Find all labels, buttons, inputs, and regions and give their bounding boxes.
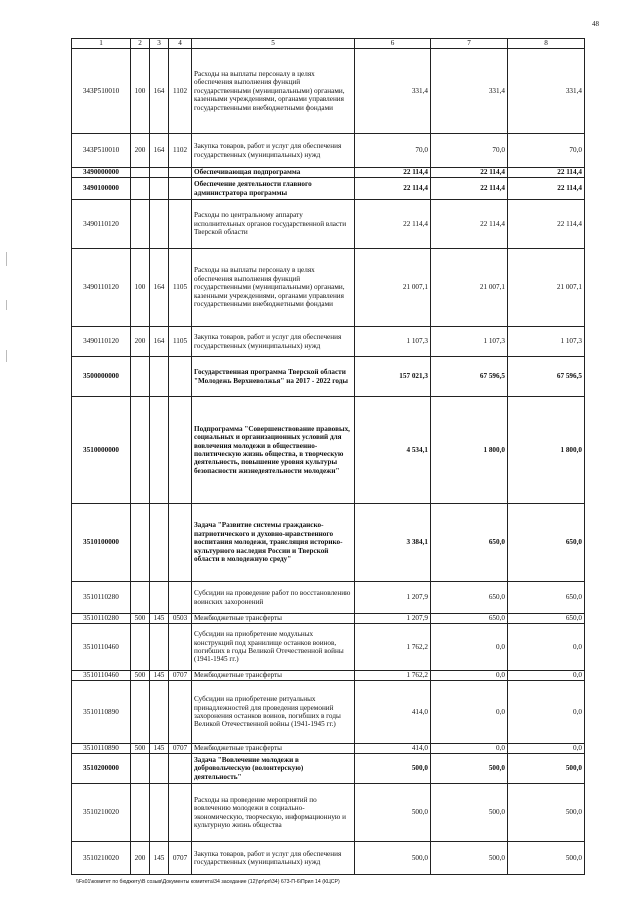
row-value-8: 22 114,4 <box>508 178 585 200</box>
row-col3 <box>150 582 169 614</box>
row-value-6: 1 762,2 <box>355 624 431 671</box>
table-row <box>72 681 585 744</box>
row-col3: 164 <box>150 327 169 357</box>
row-value-8: 0,0 <box>508 681 585 744</box>
row-col2: 200 <box>131 842 150 875</box>
row-code: 3510110460 <box>72 624 131 671</box>
row-value-8: 67 596,5 <box>508 357 585 397</box>
row-name: Межбюджетные трансферты <box>192 614 355 624</box>
row-name: Расходы на проведение мероприятий по вовлечению молодежи в социально-экономическую, творческую, информационную и культурную жизнь общества <box>192 784 355 842</box>
row-code: 3500000000 <box>72 357 131 397</box>
row-value-6: 414,0 <box>355 681 431 744</box>
row-col4 <box>169 200 192 249</box>
table-row <box>72 504 585 582</box>
row-code: 3510000000 <box>72 397 131 504</box>
row-col3 <box>150 200 169 249</box>
row-col4: 1102 <box>169 49 192 134</box>
page-number: 48 <box>592 20 599 28</box>
column-header: 2 <box>131 39 150 49</box>
row-code: 3490110120 <box>72 327 131 357</box>
row-name: Расходы на выплаты персоналу в целях обеспечения выполнения функций государственными (муниципальными) органами, казенными учреждениями, органами управления государственными внебюджетными фондами <box>192 249 355 327</box>
row-value-7: 331,4 <box>431 49 508 134</box>
row-value-8: 0,0 <box>508 624 585 671</box>
row-value-6: 414,0 <box>355 744 431 754</box>
row-value-8: 0,0 <box>508 671 585 681</box>
row-value-8: 0,0 <box>508 744 585 754</box>
row-col2: 200 <box>131 327 150 357</box>
row-code: 3490110120 <box>72 200 131 249</box>
row-name: Расходы по центральному аппарату исполнительных органов государственной власти Тверской области <box>192 200 355 249</box>
table-row <box>72 357 585 397</box>
row-value-8: 500,0 <box>508 842 585 875</box>
row-value-8: 22 114,4 <box>508 200 585 249</box>
row-name: Подпрограмма "Совершенствование правовых, социальных и организационных условий для вовлечения молодежи в общественно-политическую жизнь общества, в творческую деятельность, повышение уровня культуры безопасности жизнедеятельности молодежи" <box>192 397 355 504</box>
row-col3 <box>150 624 169 671</box>
row-value-7: 500,0 <box>431 784 508 842</box>
row-col2 <box>131 681 150 744</box>
row-value-7: 0,0 <box>431 624 508 671</box>
row-col2: 500 <box>131 671 150 681</box>
row-value-8: 1 800,0 <box>508 397 585 504</box>
row-value-7: 1 800,0 <box>431 397 508 504</box>
row-col4: 0707 <box>169 842 192 875</box>
row-value-6: 4 534,1 <box>355 397 431 504</box>
row-name: Обеспечение деятельности главного администратора программы <box>192 178 355 200</box>
row-col3 <box>150 168 169 178</box>
row-value-6: 70,0 <box>355 134 431 168</box>
row-col3 <box>150 681 169 744</box>
row-value-8: 331,4 <box>508 49 585 134</box>
column-header: 8 <box>508 39 585 49</box>
budget-table <box>71 38 585 875</box>
row-name: Субсидии на приобретение ритуальных принадлежностей для проведения церемоний захоронения останков воинов, погибших в годы Великой Отечественной войны (1941-1945 гг.) <box>192 681 355 744</box>
column-header: 6 <box>355 39 431 49</box>
row-col2: 500 <box>131 744 150 754</box>
row-col4: 1102 <box>169 134 192 168</box>
row-name: Задача "Развитие системы гражданско-патриотического и духовно-нравственного воспитания молодежи, трансляция историко-культурного наследия России и Тверской области в молодежную среду" <box>192 504 355 582</box>
row-value-8: 500,0 <box>508 784 585 842</box>
row-col3: 145 <box>150 842 169 875</box>
row-name: Закупка товаров, работ и услуг для обеспечения государственных (муниципальных) нужд <box>192 327 355 357</box>
row-code: 3490100000 <box>72 178 131 200</box>
row-col2 <box>131 624 150 671</box>
row-col2: 100 <box>131 249 150 327</box>
row-col3: 164 <box>150 249 169 327</box>
column-header: 1 <box>72 39 131 49</box>
row-name: Задача "Вовлечение молодежи в добровольческую (волонтерскую) деятельность" <box>192 754 355 784</box>
column-header: 7 <box>431 39 508 49</box>
table-row <box>72 200 585 249</box>
row-value-6: 22 114,4 <box>355 178 431 200</box>
row-value-6: 157 021,3 <box>355 357 431 397</box>
row-col4 <box>169 582 192 614</box>
row-code: 3510110890 <box>72 681 131 744</box>
row-value-7: 500,0 <box>431 842 508 875</box>
row-name: Закупка товаров, работ и услуг для обеспечения государственных (муниципальных) нужд <box>192 134 355 168</box>
table-row <box>72 582 585 614</box>
column-header: 4 <box>169 39 192 49</box>
row-col4: 1105 <box>169 249 192 327</box>
row-col3: 164 <box>150 49 169 134</box>
row-value-7: 0,0 <box>431 681 508 744</box>
table-row <box>72 842 585 875</box>
row-value-8: 21 007,1 <box>508 249 585 327</box>
row-col4: 0707 <box>169 744 192 754</box>
row-value-7: 650,0 <box>431 614 508 624</box>
margin-mark <box>6 300 7 310</box>
row-value-7: 0,0 <box>431 671 508 681</box>
row-col3 <box>150 504 169 582</box>
row-col4 <box>169 784 192 842</box>
row-value-6: 3 384,1 <box>355 504 431 582</box>
row-col4 <box>169 168 192 178</box>
row-code: 3510110280 <box>72 582 131 614</box>
footer-file-path: \\Fs01\комитет по бюджету\В созыв\Документы комитета\34 заседание (12)\pr\pri\34) 673-П-6\Прил 14 (КЦСР) <box>76 879 340 885</box>
row-value-7: 22 114,4 <box>431 178 508 200</box>
row-code: 3490000000 <box>72 168 131 178</box>
row-code: 3510210020 <box>72 842 131 875</box>
row-col2: 500 <box>131 614 150 624</box>
row-code: 3490110120 <box>72 249 131 327</box>
row-col3 <box>150 397 169 504</box>
row-value-6: 1 207,9 <box>355 582 431 614</box>
column-header: 3 <box>150 39 169 49</box>
row-col3: 164 <box>150 134 169 168</box>
row-name: Государственная программа Тверской области "Молодежь Верхневолжья" на 2017 - 2022 годы <box>192 357 355 397</box>
row-col4 <box>169 504 192 582</box>
row-col3: 145 <box>150 614 169 624</box>
row-col2 <box>131 178 150 200</box>
row-value-7: 650,0 <box>431 582 508 614</box>
row-code: 3510210020 <box>72 784 131 842</box>
row-col4 <box>169 178 192 200</box>
row-col3: 145 <box>150 744 169 754</box>
row-col2 <box>131 784 150 842</box>
row-col2 <box>131 168 150 178</box>
row-value-6: 331,4 <box>355 49 431 134</box>
table-row <box>72 614 585 624</box>
row-value-8: 22 114,4 <box>508 168 585 178</box>
row-code: 3510110890 <box>72 744 131 754</box>
row-value-6: 500,0 <box>355 784 431 842</box>
row-col4 <box>169 754 192 784</box>
row-value-8: 500,0 <box>508 754 585 784</box>
row-value-7: 67 596,5 <box>431 357 508 397</box>
table-row <box>72 327 585 357</box>
row-value-6: 1 762,2 <box>355 671 431 681</box>
table-row <box>72 754 585 784</box>
table-row <box>72 249 585 327</box>
row-value-7: 0,0 <box>431 744 508 754</box>
row-col2 <box>131 504 150 582</box>
row-value-6: 21 007,1 <box>355 249 431 327</box>
row-value-7: 22 114,4 <box>431 200 508 249</box>
table-row <box>72 744 585 754</box>
row-col4: 0503 <box>169 614 192 624</box>
row-col4 <box>169 624 192 671</box>
row-name: Закупка товаров, работ и услуг для обеспечения государственных (муниципальных) нужд <box>192 842 355 875</box>
row-value-7: 1 107,3 <box>431 327 508 357</box>
row-code: 3510110280 <box>72 614 131 624</box>
table-header-row <box>72 39 585 49</box>
row-value-8: 650,0 <box>508 504 585 582</box>
row-col3 <box>150 178 169 200</box>
row-value-8: 650,0 <box>508 614 585 624</box>
row-value-7: 650,0 <box>431 504 508 582</box>
table-row <box>72 624 585 671</box>
row-col3: 145 <box>150 671 169 681</box>
row-name: Межбюджетные трансферты <box>192 671 355 681</box>
table-row <box>72 178 585 200</box>
row-name: Обеспечивающая подпрограмма <box>192 168 355 178</box>
row-value-6: 500,0 <box>355 842 431 875</box>
row-name: Субсидии на приобретение модульных конструкций под хранилище останков воинов, погибших в годы Великой Отечественной войны (1941-1945 гг.) <box>192 624 355 671</box>
row-col3 <box>150 784 169 842</box>
row-col3 <box>150 357 169 397</box>
table-row <box>72 134 585 168</box>
row-col2 <box>131 582 150 614</box>
table-row <box>72 784 585 842</box>
row-code: 343Р510010 <box>72 49 131 134</box>
row-col2 <box>131 397 150 504</box>
row-col4 <box>169 681 192 744</box>
row-col2: 100 <box>131 49 150 134</box>
row-value-8: 70,0 <box>508 134 585 168</box>
row-col4 <box>169 397 192 504</box>
row-col4 <box>169 357 192 397</box>
margin-mark <box>6 252 7 266</box>
row-value-6: 22 114,4 <box>355 200 431 249</box>
row-col4: 0707 <box>169 671 192 681</box>
row-value-8: 650,0 <box>508 582 585 614</box>
row-value-6: 1 107,3 <box>355 327 431 357</box>
row-col4: 1105 <box>169 327 192 357</box>
row-name: Межбюджетные трансферты <box>192 744 355 754</box>
row-value-7: 70,0 <box>431 134 508 168</box>
row-value-7: 21 007,1 <box>431 249 508 327</box>
row-value-7: 22 114,4 <box>431 168 508 178</box>
table-row <box>72 168 585 178</box>
table-row <box>72 49 585 134</box>
row-col2 <box>131 357 150 397</box>
margin-mark <box>6 350 7 362</box>
row-value-6: 22 114,4 <box>355 168 431 178</box>
row-code: 3510100000 <box>72 504 131 582</box>
row-col3 <box>150 754 169 784</box>
row-name: Расходы на выплаты персоналу в целях обеспечения выполнения функций государственными (муниципальными) органами, казенными учреждениями, органами управления государственными внебюджетными фондами <box>192 49 355 134</box>
row-value-7: 500,0 <box>431 754 508 784</box>
column-header: 5 <box>192 39 355 49</box>
row-value-6: 1 207,9 <box>355 614 431 624</box>
row-code: 3510110460 <box>72 671 131 681</box>
table-row <box>72 671 585 681</box>
row-value-6: 500,0 <box>355 754 431 784</box>
row-code: 3510200000 <box>72 754 131 784</box>
row-col2: 200 <box>131 134 150 168</box>
row-value-8: 1 107,3 <box>508 327 585 357</box>
table-row <box>72 397 585 504</box>
row-name: Субсидии на проведение работ по восстановлению воинских захоронений <box>192 582 355 614</box>
row-col2 <box>131 200 150 249</box>
row-col2 <box>131 754 150 784</box>
row-code: 343Р510010 <box>72 134 131 168</box>
